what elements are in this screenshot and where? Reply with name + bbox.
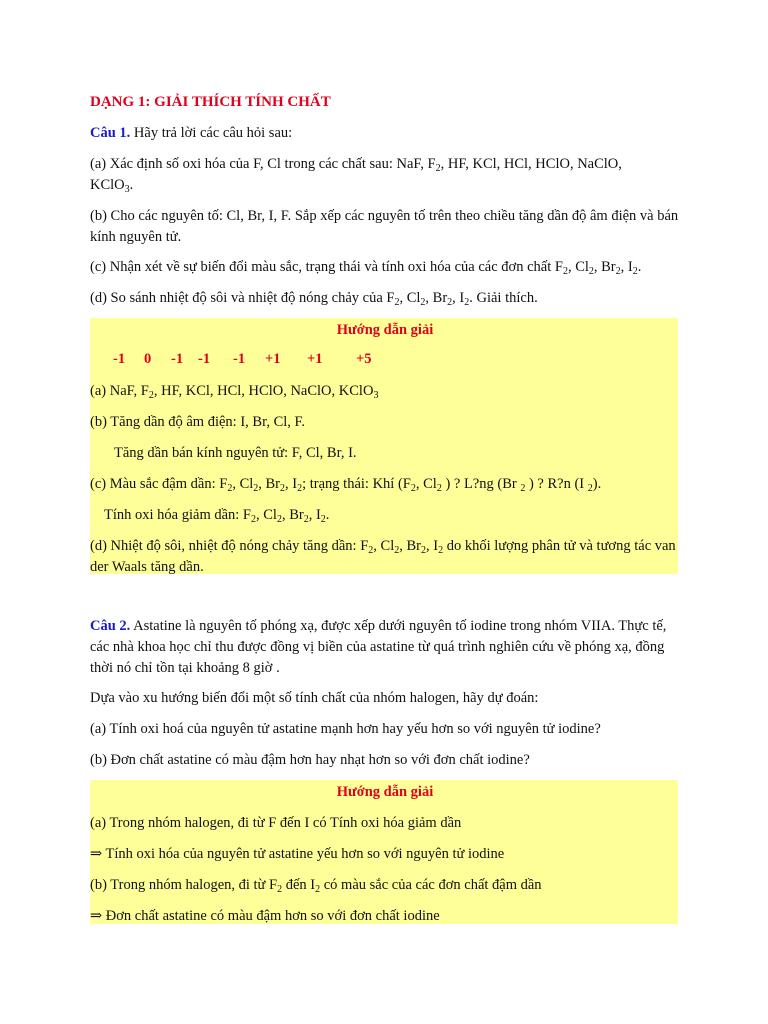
sub: 2: [280, 483, 286, 494]
q1-d-text: (d) So sánh nhiệt độ sôi và nhiệt độ nóng chảy của F: [90, 290, 395, 306]
q1-prompt: [90, 123, 680, 144]
sub: 2: [315, 884, 321, 895]
sol1-b1: (b) Tăng dần độ âm điện: I, Br, Cl, F.: [90, 414, 306, 430]
q2-label: Câu 2.: [90, 618, 131, 634]
sol1-d-text: (d) Nhiệt độ sôi, nhiệt độ nóng chảy tăng dần: F: [90, 538, 369, 554]
q1-part-b: (b) Cho các nguyên tố: Cl, Br, I, F. Sắp xếp các nguyên tố trên theo chiều tăng dần độ âm điện và bán kính nguyên tử.: [90, 208, 679, 245]
sub: 2: [436, 483, 442, 494]
sub: 2: [562, 266, 568, 277]
ox-num: -1: [198, 351, 211, 367]
ox-num: 0: [144, 351, 152, 367]
ox-num: +1: [307, 351, 323, 367]
sol1-a: [90, 381, 680, 402]
q1-label: Câu 1.: [90, 125, 131, 141]
sol1-c2-text: Tính oxi hóa giảm dần: F: [104, 507, 251, 523]
sol2-b-text2: đến I: [282, 877, 316, 893]
q1-a-text2: , HF, KCl, HCl, HClO, NaClO,: [440, 156, 622, 172]
q2-intro: [90, 616, 680, 679]
solution-2-title: Hướng dẫn giải: [336, 784, 434, 800]
sub: 2: [615, 266, 621, 277]
q1-part-d: (d) So sánh nhiệt độ sôi và nhiệt độ nóng chảy của $F_2$, $Cl_2$, $Br_2$, $I_2$. Giải thích.: [90, 290, 538, 308]
section-heading: DẠNG 1: GIẢI THÍCH TÍNH CHẤT: [90, 94, 331, 110]
q1-part-c: (c) Nhận xét về sự biến đổi màu sắc, trạng thái và tính oxi hóa của các đơn chất $F_2$, $Cl_2$, $Br_2$, $I_2$.: [90, 259, 642, 277]
sub: 2: [420, 545, 426, 556]
ox-num: +1: [265, 351, 281, 367]
sub: 2: [277, 884, 283, 895]
sol1-c-text3: ) ? L?ng (Br: [441, 476, 521, 492]
q2-intro-text: Astatine là nguyên tố phóng xạ, được xếp dưới nguyên tố iodine trong nhóm VIIA. Thực tế, các nhà khoa học chỉ thu được đồng vị biền của astatine từ quá trình nghiên cứu về phóng xạ, đồng thời nó chỉ tồn tại khoảng 8 giờ .: [90, 618, 667, 676]
sub: 2: [251, 514, 256, 525]
sub: 2: [447, 297, 453, 308]
ox-num: -1: [171, 351, 184, 367]
solution-1-title: Hướng dẫn giải: [336, 322, 434, 338]
sub: 2: [435, 163, 441, 174]
sub: 3: [124, 184, 130, 195]
sub: 2: [520, 483, 526, 494]
q1-a-text: (a) Xác định số oxi hóa của F, Cl trong các chất sau: NaF, F: [90, 156, 436, 172]
sol2-a-conclusion: ⇒ Tính oxi hóa của nguyên tử astatine yếu hơn so với nguyên tử iodine: [90, 846, 505, 862]
q1-c-text: (c) Nhận xét về sự biến đổi màu sắc, trạng thái và tính oxi hóa của các đơn chất F: [90, 259, 563, 275]
sol2-a: (a) Trong nhóm halogen, đi từ F đến I có Tính oxi hóa giảm dần: [90, 815, 462, 831]
sub: 2: [632, 266, 638, 277]
sol1-d: (d) Nhiệt độ sôi, nhiệt độ nóng chảy tăng dần: $F_2$, $Cl_2$, $Br_2$, $I_2$ do khối lượng phân tử và tương tác van der Waals tăng dần.: [90, 538, 676, 575]
sub: 2: [410, 483, 416, 494]
q2-part-b: (b) Đơn chất astatine có màu đậm hơn hay nhạt hơn so với đơn chất iodine?: [90, 752, 530, 768]
sol2-b-text3: có màu sắc của các đơn chất đậm dần: [320, 877, 542, 893]
sol1-c2: Tính oxi hóa giảm dần: $F_2$, $Cl_2$, $Br_2$, $I_2$.: [104, 507, 330, 525]
solution-1-box: [90, 318, 678, 574]
sub: 2: [464, 297, 470, 308]
q1-part-a: (a) Xác định số oxi hóa của F, Cl trong các chất sau: NaF, $F_2$, HF, KCl, HCl, HClO, NaClO, KClO$_3$.: [90, 156, 622, 195]
ox-num: +5: [356, 351, 372, 367]
sol1-c-text: (c) Màu sắc đậm dần: F: [90, 476, 228, 492]
sol2-b-text: (b) Trong nhóm halogen, đi từ F: [90, 877, 278, 893]
sub: 2: [148, 390, 154, 401]
sub: 2: [394, 545, 400, 556]
sub: 2: [368, 545, 374, 556]
sub: 2: [303, 514, 309, 525]
q1-prompt-text: Hãy trả lời các câu hỏi sau:: [130, 125, 293, 141]
q2-lead: Dựa vào xu hướng biến đổi một số tính chất của nhóm halogen, hãy dự đoán:: [90, 690, 539, 706]
sol1-c-text5: ).: [592, 476, 602, 492]
q1-d-text2: . Giải thích.: [469, 290, 538, 306]
sub: 2: [438, 545, 444, 556]
sub: 2: [227, 483, 233, 494]
sub: 2: [253, 483, 259, 494]
ox-num: -1: [113, 351, 126, 367]
sol1-c1: (c) Màu sắc đậm dần: $F_2$, $Cl_2$, $Br_2$, $I_2$; trạng thái: Khí ($F_2$, $Cl_2$ ) ? L?ng (Br $_2$ ) ? R?n (I $_2$).: [90, 476, 602, 494]
sol1-a-text: (a) NaF, F: [90, 383, 149, 399]
sol2-b-conclusion: ⇒ Đơn chất astatine có màu đậm hơn so với đơn chất iodine: [90, 908, 440, 924]
sol1-d-text2: do khối lượng phân tử và tương tác van der Waals tăng dần.: [90, 538, 676, 575]
sol1-c-text4: ) ? R?n (I: [525, 476, 588, 492]
sub: 2: [420, 297, 426, 308]
sub: 2: [320, 514, 326, 525]
oxidation-numbers-row: [90, 351, 678, 372]
q2-part-a: (a) Tính oxi hoá của nguyên tử astatine mạnh hơn hay yếu hơn so với nguyên tử iodine?: [90, 721, 601, 737]
q1-a-text3: KClO: [90, 177, 125, 193]
sol1-b2: Tăng dần bán kính nguyên tử: F, Cl, Br, I.: [114, 445, 357, 461]
sol2-b: [90, 875, 680, 896]
ox-num: -1: [233, 351, 246, 367]
sub: 2: [587, 483, 593, 494]
sub: 2: [588, 266, 594, 277]
sub: 2: [394, 297, 400, 308]
sub: 2: [276, 514, 282, 525]
solution-2-box: [90, 780, 678, 924]
sub: 3: [373, 390, 379, 401]
sub: 2: [297, 483, 303, 494]
sol1-c-text2: ; trạng thái: Khí (F: [302, 476, 411, 492]
sol1-a-text2: , HF, KCl, HCl, HClO, NaClO, KClO: [153, 383, 374, 399]
